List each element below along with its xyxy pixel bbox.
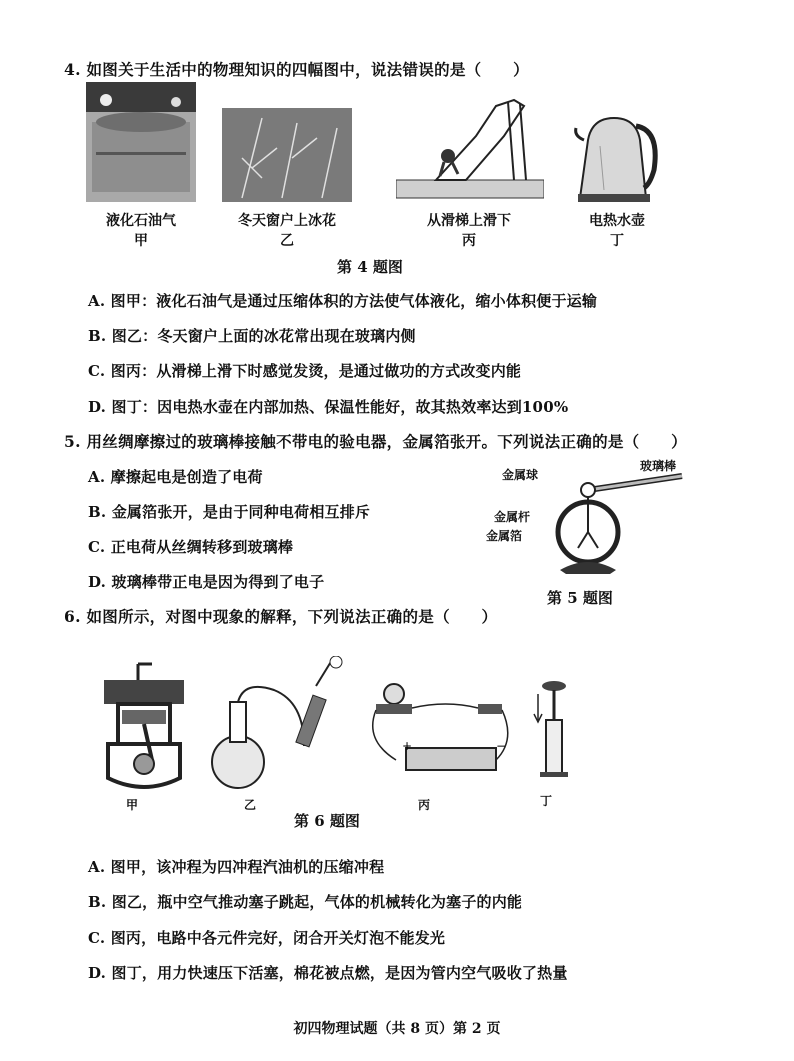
image-label: 从滑梯上滑下 <box>427 213 511 229</box>
image-sublabel: 乙 <box>280 233 294 249</box>
q6-sublabel: 丁 <box>540 794 553 808</box>
svg-text:+: + <box>402 739 413 753</box>
q6-option-a: A. 图甲，该冲程为四冲程汽油机的压缩冲程 <box>88 858 385 876</box>
q4-image-caption <box>562 210 672 250</box>
image-label: 电热水壶 <box>589 213 645 229</box>
q4-image-caption <box>86 210 196 250</box>
q6-sublabel: 乙 <box>244 798 257 812</box>
q4-image-caption <box>404 210 534 250</box>
image-label: 液化石油气 <box>106 213 176 229</box>
q6-option-c: C. 图丙，电路中各元件完好，闭合开关灯泡不能发光 <box>88 929 446 947</box>
label-metal-foil: 金属箔 <box>486 529 523 543</box>
image-sublabel: 丙 <box>462 233 476 249</box>
q6-sublabel: 丙 <box>418 798 431 812</box>
q5-option-d: D. 玻璃棒带正电是因为得到了电子 <box>88 573 325 591</box>
label-metal-ball: 金属球 <box>502 468 539 482</box>
q5-option-c: C. 正电荷从丝绸转移到玻璃棒 <box>88 538 294 556</box>
label-glass-rod: 玻璃棒 <box>640 459 677 473</box>
q6-figure-caption: 第 6 题图 <box>294 812 360 830</box>
q4-option-c: C. 图丙：从滑梯上滑下时感觉发烫，是通过做功的方式改变内能 <box>88 362 522 380</box>
q4-option-b: B. 图乙：冬天窗户上面的冰花常出现在玻璃内侧 <box>88 327 416 345</box>
image-sublabel: 丁 <box>610 233 624 249</box>
image-sublabel: 甲 <box>134 233 148 249</box>
flask-pump-diagram <box>204 656 354 796</box>
q4-option-d: D. 图丁：因电热水壶在内部加热、保温性能好，故其热效率达到100% <box>88 398 569 416</box>
electric-kettle-photo <box>574 110 660 204</box>
q6-option-d: D. 图丁，用力快速压下活塞，棉花被点燃，是因为管内空气吸收了热量 <box>88 964 568 982</box>
slide-photo <box>396 96 544 200</box>
lpg-tank-photo <box>86 82 196 202</box>
q5-option-b: B. 金属箔张开，是由于同种电荷相互排斥 <box>88 503 371 521</box>
svg-text:−: − <box>496 739 507 753</box>
q6-sublabel: 甲 <box>126 798 139 812</box>
window-frost-photo <box>222 108 352 202</box>
electroscope-diagram <box>500 470 700 580</box>
page-footer: 初四物理试题（共 8 页）第 2 页 <box>293 1021 501 1037</box>
q4-image-caption <box>222 210 352 250</box>
q4-number: 4. <box>64 60 81 79</box>
q6-stem: 6. 如图所示，对图中现象的解释，下列说法正确的是（ ） <box>64 607 498 626</box>
q6-option-b: B. 图乙，瓶中空气推动塞子跳起，气体的机械转化为塞子的内能 <box>88 893 523 911</box>
q4-option-a: A. 图甲：液化石油气是通过压缩体积的方法使气体液化，缩小体积便于运输 <box>88 292 598 310</box>
q5-option-a: A. 摩擦起电是创造了电荷 <box>88 468 263 486</box>
label-metal-stem: 金属杆 <box>494 510 531 524</box>
q4-stem <box>64 58 529 80</box>
q5-figure-caption: 第 5 题图 <box>547 589 613 607</box>
circuit-diagram <box>366 680 516 780</box>
q4-stem-text: 如图关于生活中的物理知识的四幅图中，说法错误的是（ ） <box>86 60 529 79</box>
engine-cylinder-diagram <box>98 660 190 790</box>
image-label: 冬天窗户上冰花 <box>238 213 336 229</box>
fire-syringe-diagram <box>532 680 572 780</box>
q4-figure-caption: 第 4 题图 <box>337 258 403 276</box>
q5-stem: 5. 用丝绸摩擦过的玻璃棒接触不带电的验电器，金属箔张开。下列说法正确的是（ ） <box>64 432 687 451</box>
